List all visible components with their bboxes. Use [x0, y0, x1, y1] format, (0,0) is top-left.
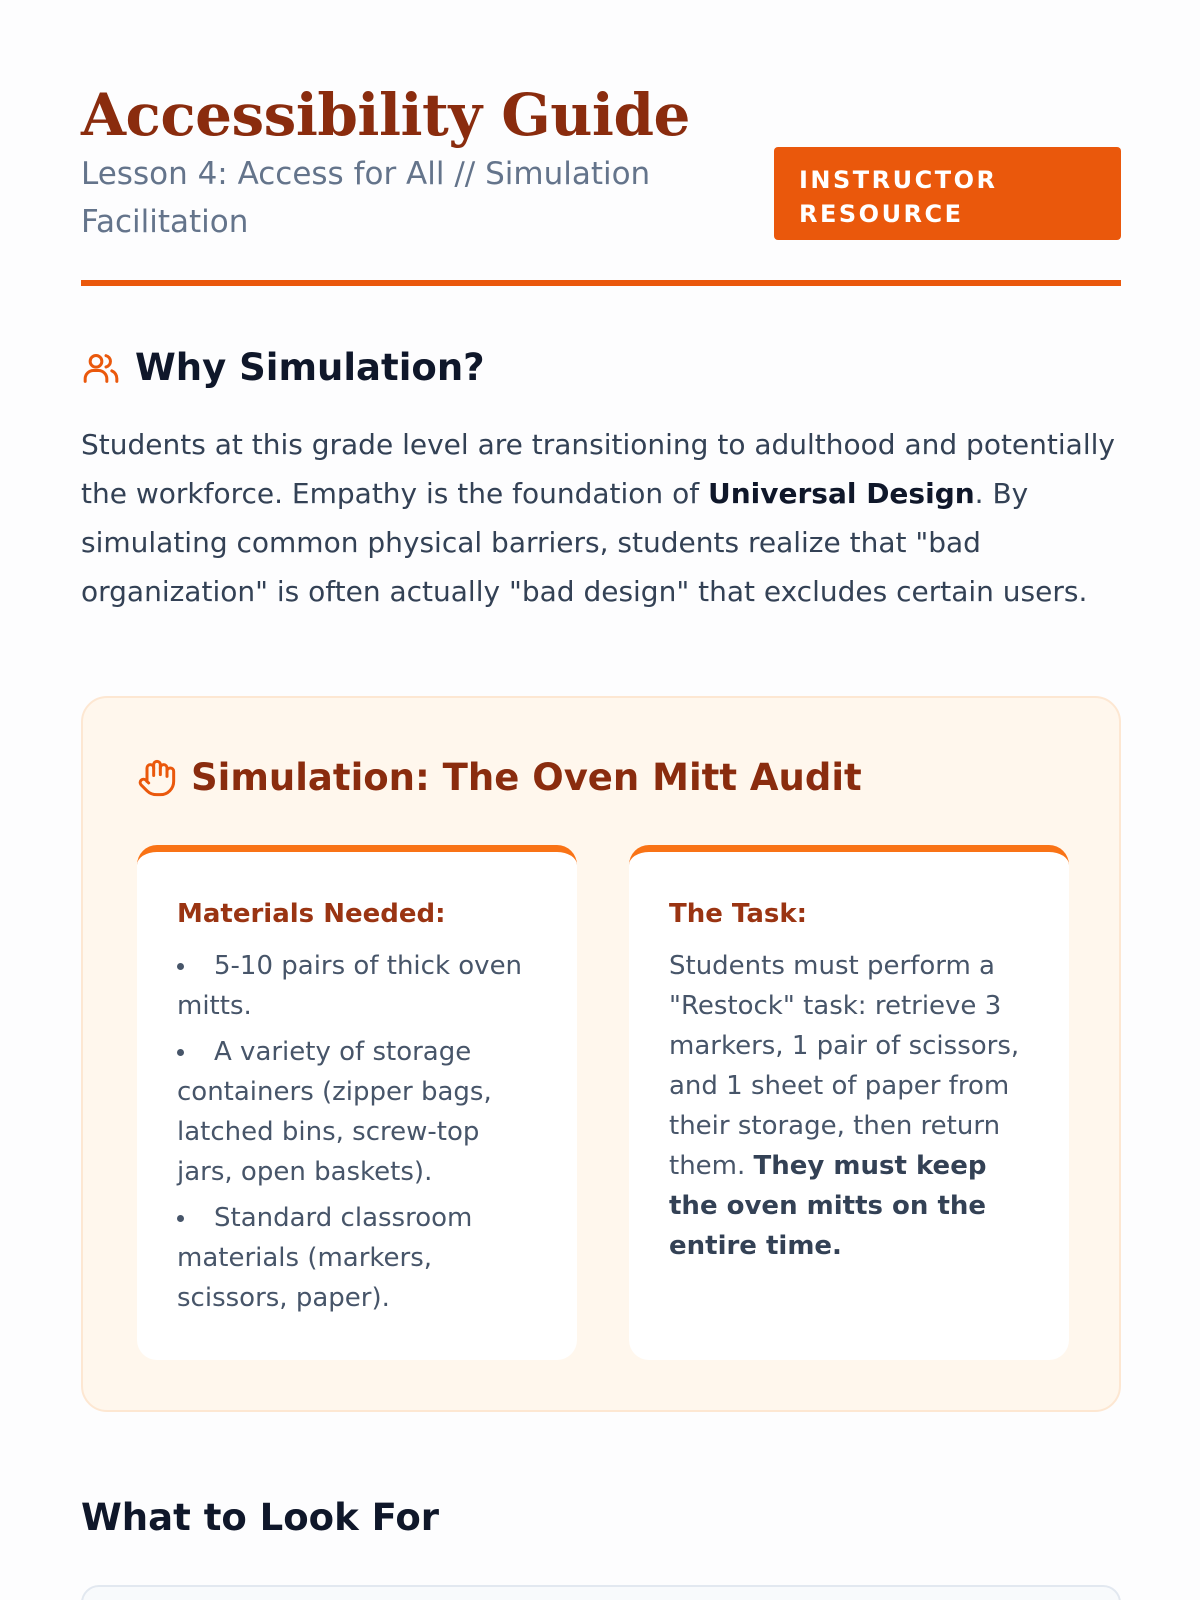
bullet [177, 1215, 184, 1222]
what-to-look-for-heading: What to Look For [81, 1496, 440, 1539]
list-item-text: A variety of storage containers (zipper bags, latched bins, screw-top jars, open baskets). [177, 1037, 492, 1187]
simulation-heading [137, 750, 862, 806]
text-segment: . By simulating common physical barriers, students realize that "bad organization" is often actually "bad design" that excludes certain users. [81, 477, 1088, 608]
section-title: Why Simulation? [135, 346, 485, 389]
simulation-panel [81, 696, 1121, 1412]
list-item [177, 1032, 537, 1192]
list-item-text: Standard classroom materials (markers, scissors, paper). [177, 1203, 473, 1313]
universal-design-term: Universal Design [707, 477, 975, 510]
task-text [669, 946, 1029, 1266]
why-simulation-text [81, 420, 1121, 616]
hand-icon [137, 758, 177, 798]
materials-card [137, 845, 577, 1360]
task-heading: The Task: [669, 899, 808, 929]
why-simulation-heading [81, 338, 1121, 398]
page-title: Accessibility Guide [81, 81, 690, 149]
what-to-look-for-box [81, 1585, 1121, 1600]
materials-list [177, 946, 537, 1318]
bullet [177, 1049, 184, 1056]
page-header [81, 78, 1121, 286]
why-simulation-section [81, 338, 1121, 616]
task-emphasis: They must keep the oven mitts on the entire time. [669, 1151, 987, 1261]
list-item [177, 946, 537, 1026]
simulation-title: Simulation: The Oven Mitt Audit [191, 756, 862, 799]
users-icon [81, 348, 121, 388]
text-segment: Students at this grade level are transitioning to adulthood and potentially the workforce. Empathy is the foundation of [81, 428, 1115, 510]
materials-heading: Materials Needed: [177, 899, 446, 929]
bullet [177, 963, 184, 970]
text-segment: Students must perform a "Restock" task: retrieve 3 markers, 1 pair of scissors, and 1 sheet of paper from their storage, then return them. [669, 951, 1020, 1181]
instructor-resource-badge: INSTRUCTOR RESOURCE [774, 147, 1121, 240]
list-item-text: 5-10 pairs of thick oven mitts. [177, 951, 523, 1021]
page [81, 0, 1121, 1600]
page-subtitle: Lesson 4: Access for All // Simulation Facilitation [81, 156, 651, 240]
list-item [177, 1198, 537, 1318]
task-card [629, 845, 1069, 1360]
